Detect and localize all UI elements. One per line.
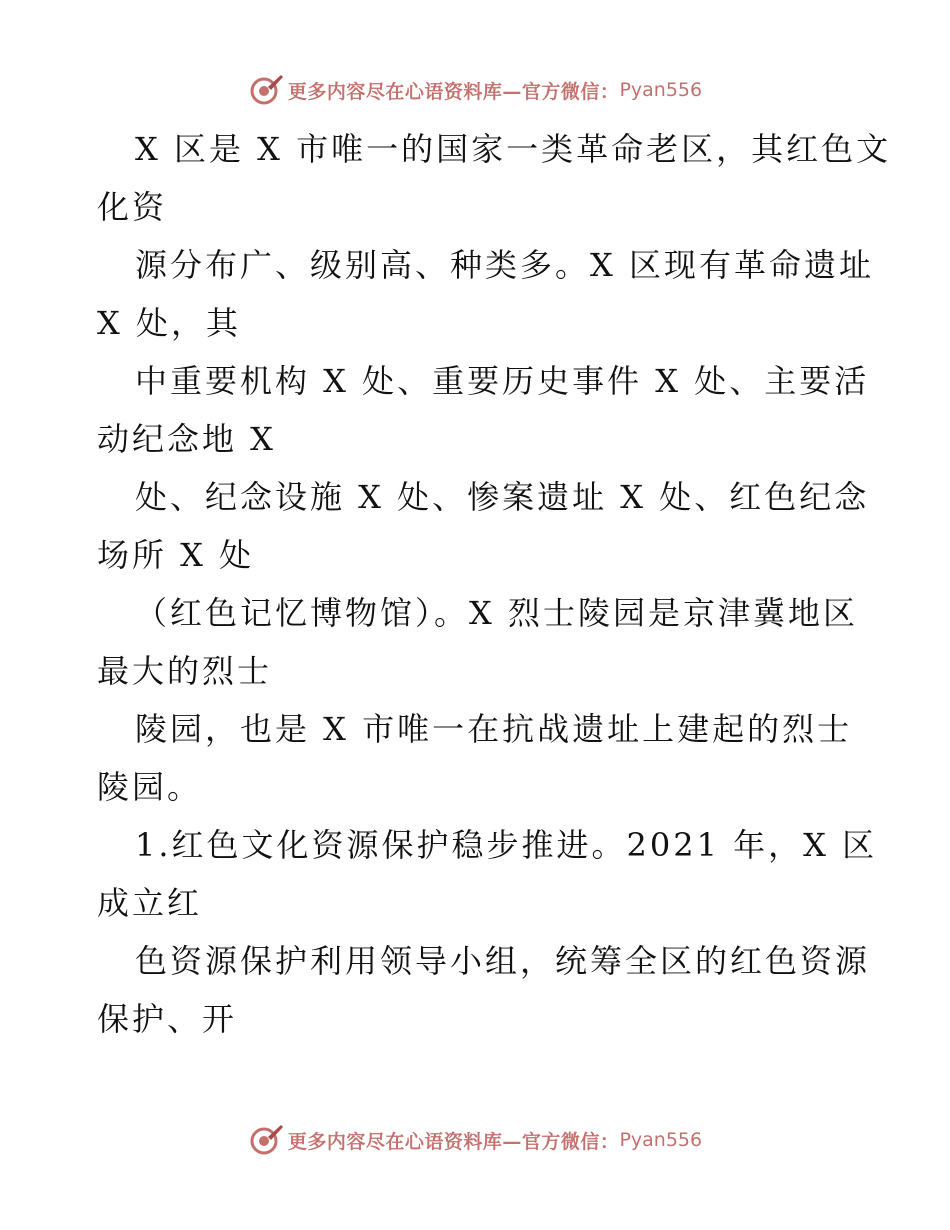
footer-brand-text: 更多内容尽在心语资料库— — [287, 1130, 522, 1153]
paragraph-line: 保护、开 — [97, 1000, 238, 1038]
paragraph-line: X 区是 X 市唯一的国家一类革命老区，其红色文 — [135, 130, 892, 168]
footer-wechat-id: Pyan556 — [619, 1129, 703, 1151]
paragraph-line: 成立红 — [97, 884, 203, 922]
paragraph-line: 源分布广、级别高、种类多。X 区现有革命遗址 — [135, 246, 874, 284]
paragraph-line: 陵园。 — [97, 768, 203, 806]
paragraph-line: 陵园，也是 X 市唯一在抗战遗址上建起的烈士 — [135, 710, 853, 748]
paragraph-line: 场所 X 处 — [97, 536, 255, 574]
pen-circle-logo-icon — [248, 1122, 284, 1158]
pen-circle-logo-icon — [248, 72, 284, 108]
paragraph-line: 化资 — [97, 188, 168, 226]
paragraph-line: （红色记忆博物馆）。X 烈士陵园是京津冀地区 — [135, 594, 858, 632]
document-body — [97, 120, 892, 1048]
header-wechat-id: Pyan556 — [619, 79, 703, 101]
header-brand-text: 更多内容尽在心语资料库— — [287, 80, 522, 103]
header-wechat-label: 官方微信： — [521, 80, 620, 103]
paragraph-line: 动纪念地 X — [97, 420, 276, 458]
header-banner — [0, 70, 950, 110]
footer-banner — [0, 1120, 950, 1160]
footer-wechat-label: 官方微信： — [521, 1130, 620, 1153]
paragraph-line: 中重要机构 X 处、重要历史事件 X 处、主要活 — [135, 362, 870, 400]
paragraph-line: 最大的烈士 — [97, 652, 273, 690]
paragraph-line: 色资源保护利用领导小组，统筹全区的红色资源 — [135, 942, 871, 980]
paragraph-line: X 处，其 — [97, 304, 241, 342]
paragraph-line: 处、纪念设施 X 处、惨案遗址 X 处、红色纪念 — [135, 478, 870, 516]
paragraph-line: 1.红色文化资源保护稳步推进。2021 年，X 区 — [135, 826, 878, 864]
